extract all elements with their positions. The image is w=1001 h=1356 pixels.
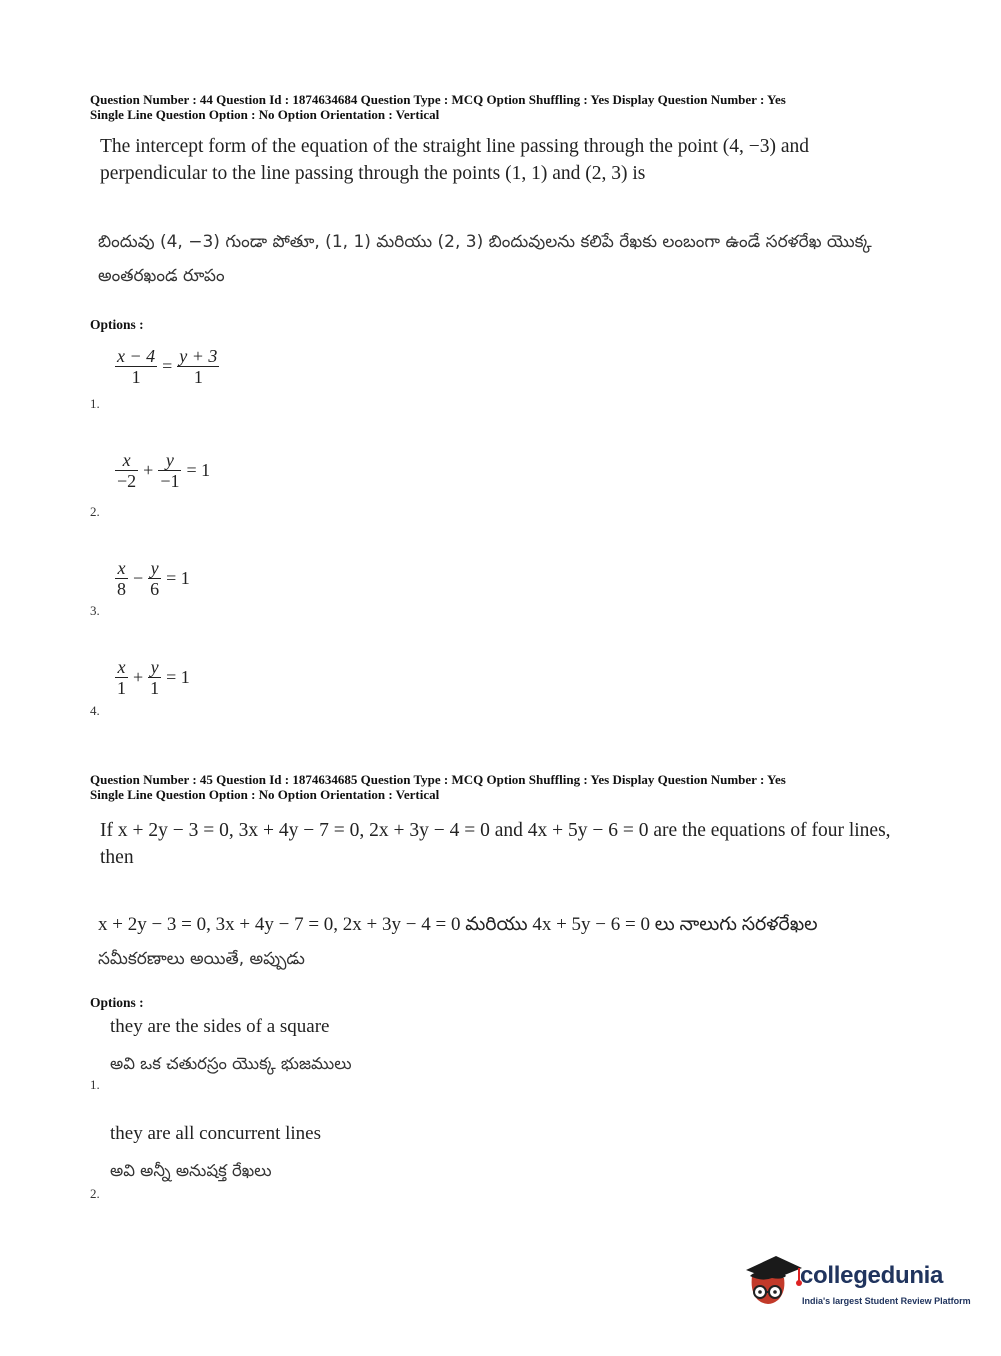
fraction: $\frac{x}{8}$ xyxy=(117,558,126,599)
q45-option-2-telugu: అవి అన్నీ అనుషక్త రేఖలు xyxy=(110,1161,272,1180)
logo-brand-name: collegedunia xyxy=(800,1262,944,1289)
q44-option-1-expression[interactable]: $\frac{x - 4}{1}$ = $\frac{y + 3}{1}$ xyxy=(117,346,218,387)
q44-option-4-expression[interactable]: $\frac{x}{1}$ + $\frac{y}{1}$ = 1 xyxy=(117,657,190,698)
q45-options-label: Options : xyxy=(90,995,144,1010)
q45-meta xyxy=(90,772,950,802)
q44-meta xyxy=(90,92,950,122)
graduate-mascot-icon xyxy=(742,1250,802,1312)
q45-question-english: If x + 2y − 3 = 0, 3x + 4y − 7 = 0, 2x + 3y − 4 = 0 and 4x + 5y − 6 = 0 are the equations of four lines, then xyxy=(100,820,891,868)
q44-option-3-expression[interactable]: $\frac{x}{8}$ − $\frac{y}{6}$ = 1 xyxy=(117,558,190,599)
collegedunia-logo[interactable] xyxy=(742,1250,972,1310)
q44-option-2-number: 2. xyxy=(90,504,100,519)
q45-option-2-number: 2. xyxy=(90,1186,100,1201)
q44-question-telugu: బిందువు (4, −3) గుండా పోతూ, (1, 1) మరియు (2, 3) బిందువులను కలిపే రేఖకు లంబంగా ఉండే సరళరేఖ యొక్క అంతరఖండ రూపం xyxy=(98,232,872,286)
q44-option-4-number: 4. xyxy=(90,703,100,718)
q45-question-telugu-equations: x + 2y − 3 = 0, 3x + 4y − 7 = 0, 2x + 3y − 4 = 0 మరియు 4x + 5y − 6 = 0 లు నాలుగు సరళరేఖల xyxy=(98,914,818,935)
fraction: $\frac{y}{1}$ xyxy=(150,657,160,698)
fraction: $\frac{x}{-2}$ xyxy=(117,450,137,491)
q45-meta-line2: Single Line Question Option : No Option Orientation : Vertical xyxy=(90,787,440,802)
q45-question-telugu-line2: సమీకరణాలు అయితే, అప్పుడు xyxy=(98,949,305,969)
fraction: $\frac{x}{1}$ xyxy=(117,657,126,698)
q44-option-1-number: 1. xyxy=(90,396,100,411)
q44-question-english: The intercept form of the equation of the straight line passing through the point (4, −3) and perpendicular to the line passing through the points (1, 1) and (2, 3) is xyxy=(100,136,810,184)
fraction: $\frac{y + 3}{1}$ xyxy=(179,346,218,387)
fraction: $\frac{y}{6}$ xyxy=(150,558,160,599)
q44-meta-line2: Single Line Question Option : No Option Orientation : Vertical xyxy=(90,107,440,122)
q44-option-2-expression[interactable]: $\frac{x}{-2}$ + $\frac{y}{-1}$ = 1 xyxy=(117,450,211,491)
fraction: $\frac{y}{-1}$ xyxy=(160,450,180,491)
q45-option-1-english[interactable]: they are the sides of a square xyxy=(110,1016,330,1037)
q45-meta-line1: Question Number : 45 Question Id : 1874634685 Question Type : MCQ Option Shuffling : Yes Display Question Number : Yes xyxy=(90,772,786,787)
q45-option-2-english[interactable]: they are all concurrent lines xyxy=(110,1123,322,1144)
q45-option-1-number: 1. xyxy=(90,1077,100,1092)
q44-option-3-number: 3. xyxy=(90,603,100,618)
q45-option-1-telugu: అవి ఒక చతురస్రం యొక్క భుజములు xyxy=(110,1054,352,1073)
logo-tagline: India's largest Student Review Platform xyxy=(802,1296,971,1306)
q44-meta-line1: Question Number : 44 Question Id : 1874634684 Question Type : MCQ Option Shuffling : Yes Display Question Number : Yes xyxy=(90,92,786,107)
fraction: $\frac{x - 4}{1}$ xyxy=(117,346,156,387)
q44-options-label: Options : xyxy=(90,317,144,332)
